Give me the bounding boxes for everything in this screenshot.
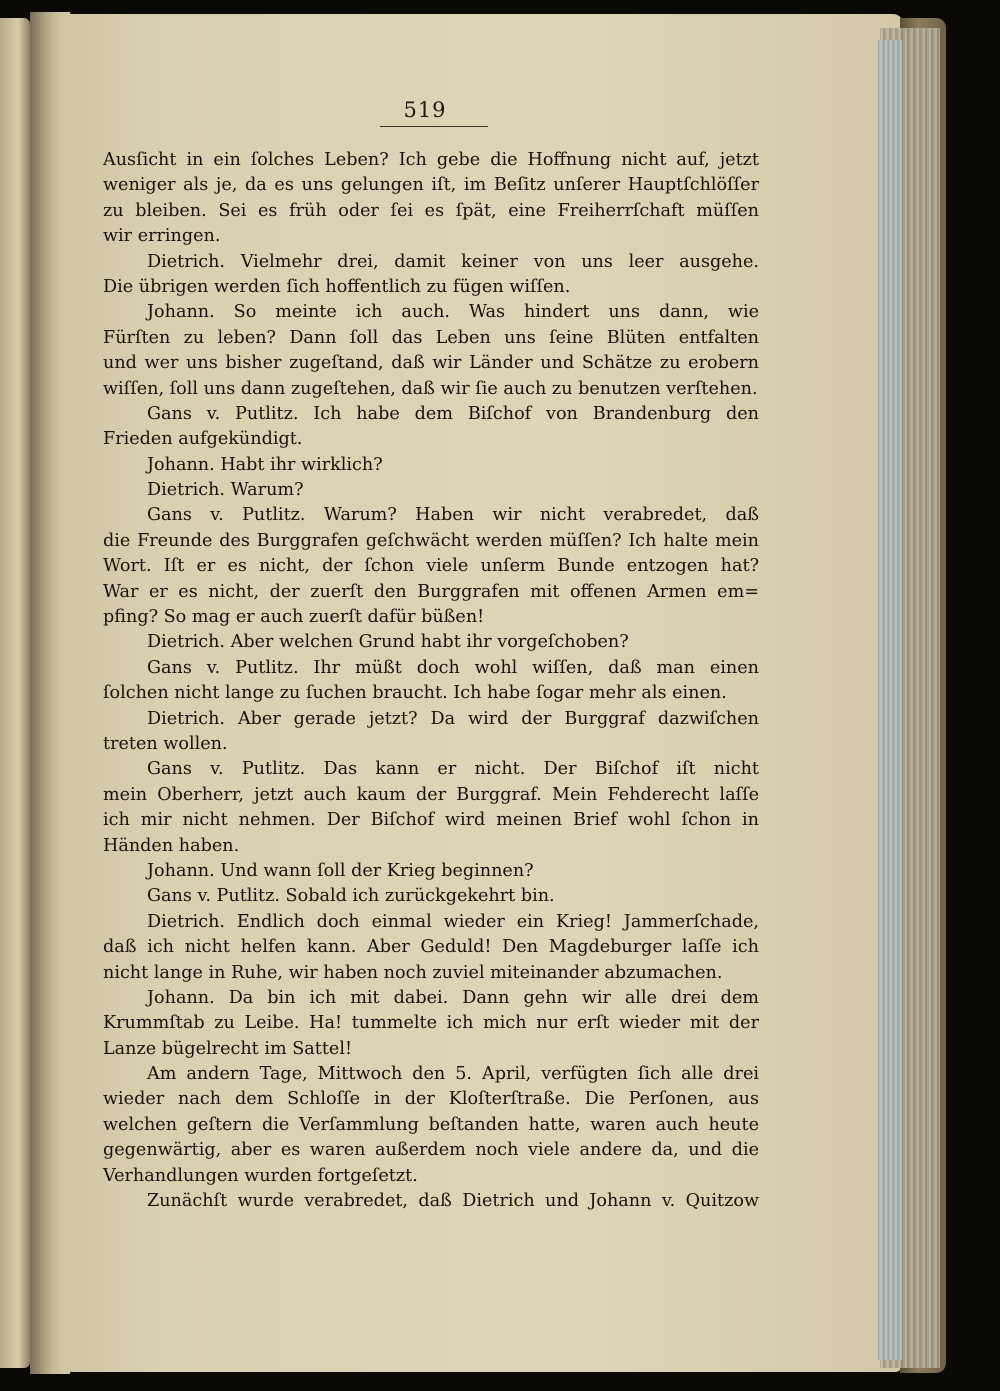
text-line: Frieden aufgekündigt. [103, 429, 303, 450]
page-number: 519 [403, 98, 447, 122]
text-line: Dietrich. Aber gerade jetzt? Da wird der Burggraf dazwiſchen [147, 708, 759, 729]
text-line: Krummſtab zu Leibe. Ha! tummelte ich mich nur erſt wieder mit der [103, 1013, 759, 1034]
text-line: wir erringen. [103, 226, 221, 247]
text-line: Johann. So meinte ich auch. Was hindert uns dann, wie [147, 302, 759, 323]
text-line: daß ich nicht helfen kann. Aber Geduld! Den Magdeburger laſſe ich [103, 937, 759, 958]
text-line: Händen haben. [103, 835, 240, 856]
text-line: Gans v. Putlitz. Ich habe dem Biſchof von Brandenburg den [147, 403, 759, 424]
text-line: gegenwärtig, aber es waren außerdem noch viele andere da, und die [103, 1140, 759, 1161]
text-line: ich mir nicht nehmen. Der Biſchof wird meinen Brief wohl ſchon in [103, 810, 759, 831]
text-line: und wer uns bisher zugeſtand, daß wir Länder und Schätze zu erobern [103, 353, 759, 374]
text-line: nicht lange in Ruhe, wir haben noch zuviel miteinander abzumachen. [103, 962, 723, 983]
text-line: Wort. Iſt er es nicht, der ſchon viele unſerm Bunde entzogen hat? [103, 556, 759, 577]
body-text [103, 148, 759, 1214]
text-line: weniger als je, da es uns gelungen iſt, im Beſitz unſerer Hauptſchlöſſer [103, 175, 759, 196]
text-line: mein Oberherr, jetzt auch kaum der Burggraf. Mein Fehderecht laſſe [103, 784, 759, 805]
text-line: wiſſen, ſoll uns dann zugeſtehen, daß wir ſie auch zu benutzen verſtehen. [103, 378, 758, 399]
text-line: Gans v. Putlitz. Warum? Haben wir nicht verabredet, daß [147, 505, 759, 526]
text-line: pfing? So mag er auch zuerſt dafür büßen! [103, 607, 485, 628]
text-line: Dietrich. Warum? [147, 480, 304, 501]
text-line: Johann. Habt ihr wirklich? [147, 454, 383, 475]
text-line: Fürſten zu leben? Dann ſoll das Leben uns ſeine Blüten entfalten [103, 327, 759, 348]
text-line: Lanze bügelrecht im Sattel! [103, 1038, 353, 1059]
text-line: Dietrich. Aber welchen Grund habt ihr vorgeſchoben? [147, 632, 629, 653]
text-line: Dietrich. Vielmehr drei, damit keiner von uns leer ausgehe. [147, 251, 759, 272]
text-line: War er es nicht, der zuerſt den Burggrafen mit offenen Armen em= [103, 581, 759, 602]
text-line: die Freunde des Burggrafen geſchwächt werden müſſen? Ich halte mein [103, 530, 759, 551]
text-line: Johann. Da bin ich mit dabei. Dann gehn wir alle drei dem [147, 987, 759, 1008]
text-line: Johann. Und wann ſoll der Krieg beginnen? [147, 860, 534, 881]
page-fore-edge [878, 40, 902, 1360]
header-rule [380, 126, 488, 127]
text-line: ſolchen nicht lange zu ſuchen braucht. Ich habe ſogar mehr als einen. [103, 683, 727, 704]
text-line: Ausſicht in ein ſolches Leben? Ich gebe die Hoffnung nicht auf, jetzt [103, 150, 759, 170]
text-line: Dietrich. Endlich doch einmal wieder ein Krieg! Jammerſchade, [147, 911, 759, 932]
text-line: Am andern Tage, Mittwoch den 5. April, verfügten ſich alle drei [147, 1064, 759, 1085]
text-line: Zunächſt wurde verabredet, daß Dietrich und Johann v. Quitzow [147, 1191, 759, 1212]
text-line: Die übrigen werden ſich hoffentlich zu fügen wiſſen. [103, 276, 571, 297]
text-line: welchen geſtern die Verſammlung beſtanden hatte, waren auch heute [103, 1114, 759, 1135]
text-line: Gans v. Putlitz. Ihr müßt doch wohl wiſſen, daß man einen [147, 657, 759, 678]
text-line: zu bleiben. Sei es früh oder ſei es ſpät, eine Freiherrſchaft müſſen [103, 200, 759, 221]
text-line: Gans v. Putlitz. Das kann er nicht. Der Biſchof iſt nicht [147, 759, 759, 780]
text-line: treten wollen. [103, 733, 228, 754]
text-line: wieder nach dem Schloſſe in der Kloſterſtraße. Die Perſonen, aus [103, 1089, 759, 1110]
previous-page-edge [0, 18, 30, 1368]
text-line: Gans v. Putlitz. Sobald ich zurückgekehrt bin. [147, 886, 555, 907]
text-line: Verhandlungen wurden fortgeſetzt. [103, 1165, 418, 1186]
